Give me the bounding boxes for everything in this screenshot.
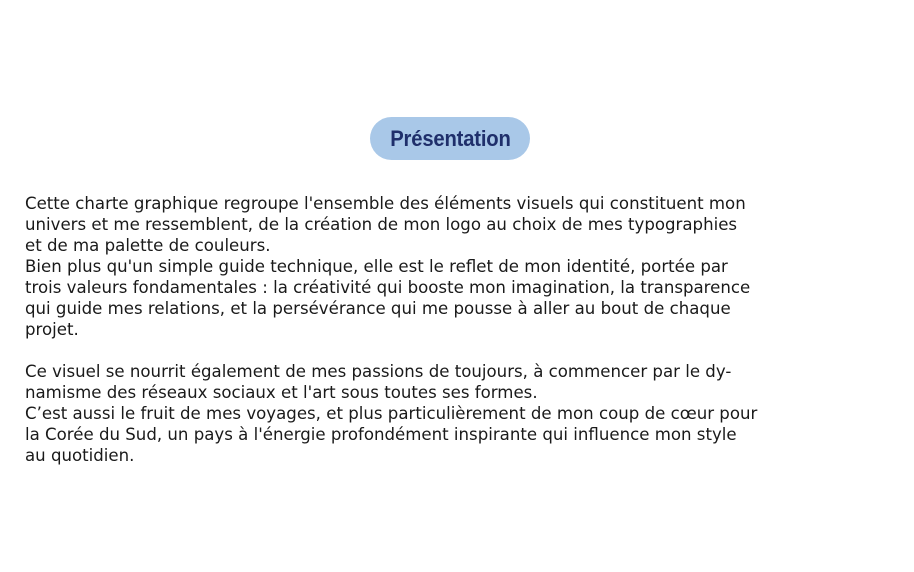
text-line: univers et me ressemblent, de la création de mon logo au choix de mes typographies [25, 215, 738, 234]
paragraph-spacer [25, 340, 895, 361]
text-line: Bien plus qu'un simple guide technique, elle est le reflet de mon identité, portée par [25, 257, 728, 276]
text-line: la Corée du Sud, un pays à l'énergie profondément inspirante qui influence mon style [25, 425, 737, 444]
text-line: projet. [25, 320, 79, 339]
text-line: C’est aussi le fruit de mes voyages, et plus particulièrement de mon coup de cœur pour [25, 404, 758, 423]
page-title: Présentation [389, 125, 511, 151]
text-line: au quotidien. [25, 446, 135, 465]
paragraph-passions [25, 361, 895, 403]
text-line: qui guide mes relations, et la persévérance qui me pousse à aller au bout de chaque [25, 299, 731, 318]
text-line: et de ma palette de couleurs. [25, 236, 271, 255]
text-line: namisme des réseaux sociaux et l'art sous toutes ses formes. [25, 383, 538, 402]
presentation-body [25, 193, 895, 466]
text-line: trois valeurs fondamentales : la créativité qui booste mon imagination, la transparence [25, 278, 751, 297]
text-line: Cette charte graphique regroupe l'ensemble des éléments visuels qui constituent mon [25, 194, 746, 213]
paragraph-values [25, 256, 895, 340]
text-line: Ce visuel se nourrit également de mes passions de toujours, à commencer par le dy- [25, 362, 732, 381]
paragraph-intro [25, 193, 895, 256]
paragraph-travels [25, 403, 895, 466]
title-badge [370, 117, 530, 160]
